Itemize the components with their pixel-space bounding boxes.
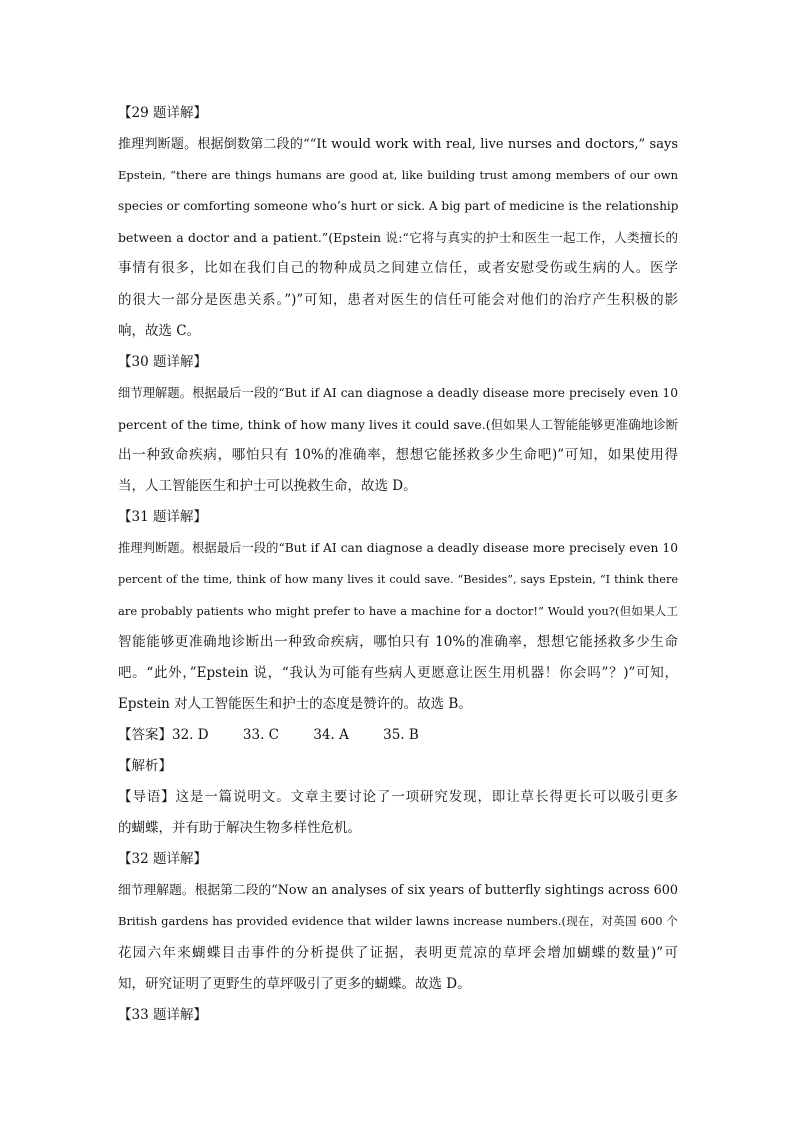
paragraph-line: 【导语】这是一篇说明文。文章主要讨论了一项研究发现，即让草长得更长可以吸引更多 [118,789,678,806]
answer-line: 【答案】32. D 33. C 34. A 35. B [118,726,419,743]
document-page [118,98,678,1031]
paragraph-line: are probably patients who might prefer to have a machine for a doctor!” Would you?(但如果人工 [118,603,678,618]
q30-heading: 【30 题详解】 [118,353,207,370]
paragraph-line: 推理判断题。根据倒数第二段的““It would work with real, live nurses and doctors,” says [118,137,678,153]
q29-heading: 【29 题详解】 [118,105,207,121]
paragraph-line: 细节理解题。根据第二段的“Now an analyses of six years of butterfly sightings across 600 [118,883,678,899]
paragraph-line: between a doctor and a patient.”(Epstein 说:“它将与真实的护士和医生一起工作，人类擅长的 [118,230,678,246]
paragraph-line: 花园六年来蝴蝶目击事件的分析提供了证据，表明更荒凉的草坪会增加蝴蝶的数量)”可 [118,944,678,961]
paragraph-line: Epstein, “there are things humans are good at, like building trust among members of our own [118,168,678,183]
paragraph-line: 智能能够更准确地诊断出一种致命疾病，哪怕只有 10%的准确率，想想它能拯救多少生命 [118,633,678,650]
paragraph-line: 出一种致命疾病，哪怕只有 10%的准确率，想想它能拯救多少生命吧)”可知，如果使用得 [118,447,678,464]
paragraph-line: 事情有很多，比如在我们自己的物种成员之间建立信任，或者安慰受伤或生病的人。医学 [118,260,678,277]
q33-heading: 【33 题详解】 [118,1006,207,1023]
paragraph-line: 的蝴蝶，并有助于解决生物多样性危机。 [118,820,361,837]
paragraph-line: 知，研究证明了更野生的草坪吸引了更多的蝴蝶。故选 D。 [118,975,471,992]
paragraph-line: 当，人工智能医生和护士可以挽救生命，故选 D。 [118,478,417,495]
q31-heading: 【31 题详解】 [118,509,207,526]
paragraph-line: percent of the time, think of how many lives it could save. “Besides”, says Epstein, “I think there [118,573,678,587]
paragraph-line: species or comforting someone who’s hurt or sick. A big part of medicine is the relationship [118,199,679,214]
paragraph-line: British gardens has provided evidence that wilder lawns increase numbers.(现在，对英国 600 个 [118,914,678,929]
paragraph-line: 细节理解题。根据最后一段的“But if AI can diagnose a deadly disease more precisely even 10 [118,385,678,400]
paragraph-line: 推理判断题。根据最后一段的“But if AI can diagnose a deadly disease more precisely even 10 [118,541,678,556]
q32-heading: 【32 题详解】 [118,851,207,868]
paragraph-line: 吧。“此外，”Epstein 说，“我认为可能有些病人更愿意让医生用机器！你会吗”？)”可知， [118,664,678,681]
paragraph-line: percent of the time, think of how many lives it could save.(但如果人工智能能够更准确地诊断 [118,416,679,432]
paragraph-line: Epstein 对人工智能医生和护士的态度是赞许的。故选 B。 [118,695,472,712]
paragraph-line: 的很大一部分是医患关系。”)”可知，患者对医生的信任可能会对他们的治疗产生积极的影 [118,291,678,308]
analysis-heading: 【解析】 [118,757,172,774]
paragraph-line: 响，故选 C。 [118,322,201,339]
